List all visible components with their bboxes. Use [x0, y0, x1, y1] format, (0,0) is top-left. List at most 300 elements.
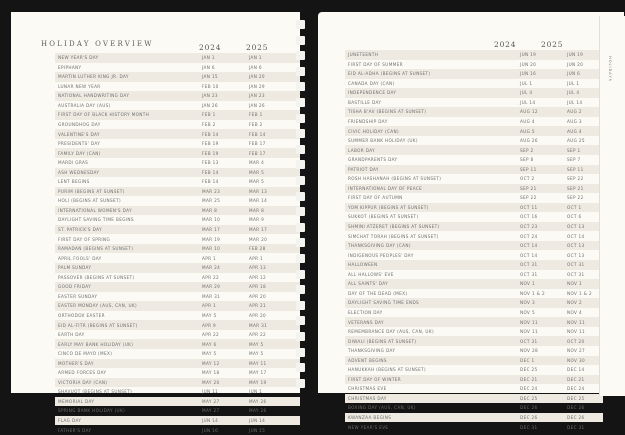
date-2025: OCT 31 — [567, 262, 585, 268]
date-2024: FEB 14 — [202, 131, 219, 137]
table-row — [345, 250, 603, 260]
date-2025: MAR 31 — [249, 322, 268, 328]
date-2024: FEB 19 — [202, 150, 219, 156]
holiday-name: YOM KIPPUR (BEGINS AT SUNSET) — [348, 204, 429, 210]
holiday-name: EID AL-ADHA (BEGINS AT SUNSET) — [348, 71, 431, 77]
date-2025: MAR 20 — [249, 236, 268, 242]
holiday-name: BOXING DAY (AUS, CAN, UK) — [348, 405, 416, 411]
date-2024: SEP 11 — [520, 166, 537, 172]
date-2024: FEB 2 — [202, 122, 216, 128]
holiday-name: EASTER SUNDAY — [58, 293, 98, 299]
date-2025: OCT 6 — [567, 214, 582, 220]
date-2024: SEP 21 — [520, 185, 537, 191]
holiday-name: ORTHODOX EASTER — [58, 312, 105, 318]
holiday-name: SPRING BANK HOLIDAY (UK) — [58, 408, 126, 414]
holiday-name: NEW YEAR'S DAY — [58, 55, 99, 61]
table-row — [55, 63, 300, 73]
date-2025: NOV 27 — [567, 348, 585, 354]
table-row — [55, 120, 300, 130]
date-2025: OCT 1 — [567, 204, 582, 210]
holiday-name: MEMORIAL DAY — [58, 398, 95, 404]
date-2025: JUL 1 — [567, 80, 580, 86]
left-page — [11, 12, 300, 433]
holiday-name: CANADA DAY (CAN) — [348, 80, 395, 86]
date-2024: FEB 14 — [202, 179, 219, 185]
table-row — [55, 387, 300, 397]
date-2025: MAY 5 — [249, 351, 264, 357]
date-2024: JAN 26 — [202, 102, 218, 108]
date-2025: MAY 11 — [249, 360, 267, 366]
holiday-name: MARTIN LUTHER KING JR. DAY — [58, 74, 129, 80]
date-2024: JUN 20 — [520, 61, 537, 67]
date-2024: AUG 12 — [520, 109, 538, 115]
table-row — [345, 50, 603, 60]
date-2025: DEC 26 — [567, 405, 585, 411]
date-2025: AUG 4 — [567, 128, 582, 134]
table-row — [55, 196, 300, 206]
date-2025: AUG 25 — [567, 138, 585, 144]
date-2024: OCT 31 — [520, 338, 538, 344]
date-2025: APR 13 — [249, 265, 267, 271]
holiday-name: CINCO DE MAYO (MEX) — [58, 351, 113, 357]
date-2025: JAN 23 — [249, 93, 265, 99]
date-2025: OCT 14 — [567, 233, 585, 239]
date-2025: FEB 28 — [249, 246, 266, 252]
date-2024: JUN 19 — [520, 52, 537, 58]
holiday-name: FLAG DAY — [58, 417, 82, 423]
date-2025: DEC 31 — [567, 424, 585, 430]
date-2025: JUN 14 — [249, 417, 266, 423]
binder-hole — [296, 316, 305, 325]
binder-hole — [296, 98, 305, 107]
date-2025: JUN 19 — [567, 52, 584, 58]
table-row — [55, 110, 300, 120]
date-2025: AUG 3 — [567, 119, 582, 125]
date-2025: OCT 31 — [567, 271, 585, 277]
table-row — [55, 368, 300, 378]
holiday-name: NEW YEAR'S EVE — [348, 424, 389, 430]
binder-hole — [296, 176, 305, 185]
holiday-name: ELECTION DAY — [348, 309, 383, 315]
table-row — [345, 174, 603, 184]
holiday-name: INTERNATIONAL DAY OF PEACE — [348, 185, 423, 191]
date-2024: AUG 4 — [520, 119, 535, 125]
table-row — [345, 375, 603, 385]
date-2025: OCT 20 — [567, 338, 585, 344]
table-row — [55, 72, 300, 82]
date-2025: AUG 2 — [567, 109, 582, 115]
holiday-name: GRANDPARENTS DAY — [348, 157, 398, 163]
date-2024: MAR 8 — [202, 207, 218, 213]
holiday-name: DIWALI (BEGINS AT SUNSET) — [348, 338, 417, 344]
holiday-name: RAMADAN (BEGINS AT SUNSET) — [58, 246, 134, 252]
date-2024: OCT 14 — [520, 243, 538, 249]
holiday-name: FIRST DAY OF SUMMER — [348, 61, 403, 67]
date-2024: SEP 8 — [520, 157, 534, 163]
table-row — [345, 193, 603, 203]
date-2024: DEC 26 — [520, 414, 538, 420]
date-2024: JUL 4 — [520, 90, 533, 96]
date-2025: MAY 5 — [249, 341, 264, 347]
holiday-name: CHRISTMAS DAY — [348, 395, 387, 401]
binder-hole — [296, 223, 305, 232]
table-row — [55, 101, 300, 111]
date-2024: AUG 26 — [520, 138, 538, 144]
date-2025: JAN 6 — [249, 64, 262, 70]
date-2025: NOV 11 — [567, 319, 585, 325]
date-2025: OCT 13 — [567, 243, 585, 249]
holiday-name: FIRST DAY OF WINTER — [348, 376, 401, 382]
date-2024: APR 9 — [202, 322, 217, 328]
table-row — [345, 126, 603, 136]
date-2024: NOV 5 — [520, 309, 535, 315]
table-row — [55, 282, 300, 292]
holiday-name: APRIL FOOLS' DAY — [58, 255, 102, 261]
date-2025: OCT 13 — [567, 252, 585, 258]
date-2024: DEC 24 — [520, 386, 538, 392]
table-row — [55, 244, 300, 254]
date-2025: MAY 17 — [249, 370, 267, 376]
date-2025: OCT 13 — [567, 224, 585, 230]
table-row — [55, 225, 300, 235]
date-2025: JAN 26 — [249, 102, 265, 108]
date-2024: MAR 10 — [202, 246, 221, 252]
table-row — [345, 184, 603, 194]
date-2025: NOV 4 — [567, 309, 582, 315]
date-2024: MAR 25 — [202, 198, 221, 204]
date-2025: MAR 5 — [249, 179, 265, 185]
holiday-name: HOLI (BEGINS AT SUNSET) — [58, 198, 121, 204]
date-2024: JAN 1 — [202, 55, 215, 61]
holiday-name: FAMILY DAY (CAN) — [58, 150, 101, 156]
table-row — [345, 241, 603, 251]
date-2024: FEB 1 — [202, 112, 216, 118]
date-2024: NOV 11 — [520, 329, 538, 335]
date-2024: JUL 14 — [520, 99, 536, 105]
date-2024: JUL 1 — [520, 80, 533, 86]
holiday-name: SIMCHAT TORAH (BEGINS AT SUNSET) — [348, 233, 439, 239]
date-2025: FEB 1 — [249, 112, 263, 118]
table-row — [55, 82, 300, 92]
year-header-2025: 2025 — [541, 40, 564, 49]
date-2024: DEC 21 — [520, 376, 538, 382]
date-2024: MAY 5 — [202, 312, 217, 318]
date-2024: NOV 28 — [520, 348, 538, 354]
date-2024: SEP 22 — [520, 195, 537, 201]
holiday-name: TISHA B'AV (BEGINS AT SUNSET) — [348, 109, 427, 115]
holiday-name: PURIM (BEGINS AT SUNSET) — [58, 188, 125, 194]
table-row — [55, 263, 300, 273]
table-row — [345, 289, 603, 299]
table-row — [345, 327, 603, 337]
table-row — [345, 145, 603, 155]
table-row — [55, 91, 300, 101]
date-2024: FEB 10 — [202, 83, 219, 89]
holiday-name: INDIGENOUS PEOPLES' DAY — [348, 252, 414, 258]
table-row — [55, 378, 300, 388]
binder-hole — [296, 270, 305, 279]
date-2025: DEC 25 — [567, 395, 585, 401]
date-2024: NOV 1 — [520, 281, 535, 287]
date-2024: DEC 1 — [520, 357, 535, 363]
table-row — [345, 222, 603, 232]
date-2024: OCT 24 — [520, 233, 538, 239]
table-row — [345, 98, 603, 108]
holiday-name: FIRST DAY OF SPRING — [58, 236, 111, 242]
table-row — [345, 356, 603, 366]
holiday-name: EARTH DAY — [58, 332, 85, 338]
binder-hole — [296, 114, 305, 123]
holiday-name: EASTER MONDAY (AUS, CAN, UK) — [58, 303, 137, 309]
binder-hole — [296, 129, 305, 138]
tab-label: HOLIDAYS — [608, 56, 612, 82]
date-2024: APR 22 — [202, 274, 220, 280]
table-row — [55, 253, 300, 263]
date-2024: FEB 14 — [202, 169, 219, 175]
date-2025: SEP 1 — [567, 147, 581, 153]
holiday-name: VETERANS DAY — [348, 319, 384, 325]
date-2025: APR 20 — [249, 312, 267, 318]
holiday-name: NATIONAL HANDWRITING DAY — [58, 93, 130, 99]
table-row — [345, 403, 603, 413]
table-row — [55, 158, 300, 168]
table-row — [345, 260, 603, 270]
date-2025: JUN 6 — [567, 71, 581, 77]
holiday-name: MOTHER'S DAY — [58, 360, 94, 366]
holiday-name: KWANZAA BEGINS — [348, 414, 392, 420]
binder-hole — [296, 160, 305, 169]
date-2025: NOV 1 & 2 — [567, 290, 592, 296]
holiday-name: EARLY MAY BANK HOLIDAY (UK) — [58, 341, 134, 347]
date-2025: JUL 14 — [567, 99, 583, 105]
date-2024: DEC 31 — [520, 424, 538, 430]
date-2024: MAR 17 — [202, 227, 221, 233]
table-row — [55, 416, 300, 426]
binder-hole — [296, 82, 305, 91]
date-2025: MAR 14 — [249, 198, 268, 204]
date-2024: MAR 29 — [202, 284, 221, 290]
date-2025: NOV 11 — [567, 329, 585, 335]
date-2025: NOV 2 — [567, 300, 582, 306]
binder-hole — [296, 348, 305, 357]
holiday-name: AUSTRALIA DAY (AUS) — [58, 102, 111, 108]
table-row — [345, 79, 603, 89]
date-2024: MAR 23 — [202, 188, 221, 194]
date-2024: OCT 23 — [520, 224, 538, 230]
date-2024: JAN 6 — [202, 64, 215, 70]
holiday-name: FRIENDSHIP DAY — [348, 119, 388, 125]
date-2025: MAY 26 — [249, 408, 267, 414]
holiday-name: ST. PATRICK'S DAY — [58, 227, 102, 233]
holiday-name: BASTILLE DAY — [348, 99, 382, 105]
table-row — [55, 215, 300, 225]
table-row — [345, 413, 603, 423]
date-2025: NOV 1 — [567, 281, 582, 287]
holiday-name: FIRST DAY OF AUTUMN — [348, 195, 403, 201]
date-2025: NOV 30 — [567, 357, 585, 363]
holiday-name: ARMED FORCES DAY — [58, 370, 107, 376]
date-2025: MAY 26 — [249, 398, 267, 404]
date-2025: DEC 24 — [567, 386, 585, 392]
binder-hole — [296, 332, 305, 341]
table-row — [345, 165, 603, 175]
table-row — [345, 422, 603, 432]
date-2024: NOV 1 & 2 — [520, 290, 545, 296]
table-row — [55, 206, 300, 216]
date-2025: SEP 7 — [567, 157, 581, 163]
date-2024: DEC 26 — [520, 405, 538, 411]
date-2024: OCT 31 — [520, 271, 538, 277]
table-row — [55, 349, 300, 359]
binder-hole — [296, 207, 305, 216]
table-row — [345, 107, 603, 117]
table-row — [55, 320, 300, 330]
holiday-name: DAYLIGHT SAVING TIME ENDS — [348, 300, 420, 306]
year-header-2024: 2024 — [494, 40, 517, 49]
table-row — [345, 346, 603, 356]
date-2024: JAN 23 — [202, 93, 218, 99]
date-2025: FEB 17 — [249, 141, 266, 147]
date-2024: MAR 10 — [202, 217, 221, 223]
binder-hole — [296, 192, 305, 201]
holiday-name: LENT BEGINS — [58, 179, 90, 185]
holiday-name: ROSH HASHANAH (BEGINS AT SUNSET) — [348, 176, 442, 182]
holiday-name: GROUNDHOG DAY — [58, 122, 101, 128]
holiday-name: INTERNATIONAL WOMEN'S DAY — [58, 207, 132, 213]
date-2025: APR 18 — [249, 284, 267, 290]
date-2024: MAR 31 — [202, 293, 221, 299]
table-row — [345, 279, 603, 289]
binder-hole — [296, 36, 305, 45]
holiday-name: INDEPENDENCE DAY — [348, 90, 397, 96]
table-row — [55, 406, 300, 416]
year-header-2025: 2025 — [246, 43, 269, 52]
holiday-name: HALLOWEEN — [348, 262, 378, 268]
table-row — [55, 292, 300, 302]
date-2024: MAY 6 — [202, 341, 217, 347]
date-2024: NOV 3 — [520, 300, 535, 306]
table-row — [345, 155, 603, 165]
holiday-name: JUNETEENTH — [348, 52, 379, 58]
table-row — [345, 298, 603, 308]
holiday-name: DAY OF THE DEAD (MEX) — [348, 290, 408, 296]
date-2024: MAR 24 — [202, 265, 221, 271]
date-2025: SEP 22 — [567, 176, 584, 182]
table-row — [55, 330, 300, 340]
table-row — [55, 273, 300, 283]
holiday-name: LUNAR NEW YEAR — [58, 83, 101, 89]
holiday-name: VALENTINE'S DAY — [58, 131, 100, 137]
holiday-name: VICTORIA DAY (CAN) — [58, 379, 108, 385]
date-2024: FEB 13 — [202, 160, 219, 166]
table-row — [345, 203, 603, 213]
holiday-name: HANUKKAH (BEGINS AT SUNSET) — [348, 367, 426, 373]
table-row — [345, 88, 603, 98]
date-2025: FEB 17 — [249, 150, 266, 156]
date-2025: JUL 4 — [567, 90, 580, 96]
binder-hole — [296, 254, 305, 263]
holiday-name: THANKSGIVING DAY (CAN) — [348, 243, 411, 249]
date-2024: MAR 19 — [202, 236, 221, 242]
holiday-name: THANKSGIVING DAY — [348, 348, 396, 354]
holiday-name: EID AL-FITR (BEGINS AT SUNSET) — [58, 322, 138, 328]
date-2024: OCT 31 — [520, 262, 538, 268]
date-2025: SEP 22 — [567, 195, 584, 201]
holiday-name: CHRISTMAS EVE — [348, 386, 387, 392]
date-2024: MAY 12 — [202, 360, 220, 366]
table-row — [55, 359, 300, 369]
table-row — [345, 60, 603, 70]
holiday-name: SUMMER BANK HOLIDAY (UK) — [348, 138, 418, 144]
date-2024: FEB 19 — [202, 141, 219, 147]
section-tab[interactable] — [599, 16, 625, 396]
table-row — [55, 301, 300, 311]
holiday-name: PASSOVER (BEGINS AT SUNSET) — [58, 274, 135, 280]
date-2024: DEC 25 — [520, 367, 538, 373]
table-row — [55, 177, 300, 187]
date-2025: JUN 15 — [249, 427, 266, 433]
table-row — [55, 234, 300, 244]
date-2025: MAR 8 — [249, 207, 265, 213]
holiday-name: REMEMBRANCE DAY (AUS, CAN, UK) — [348, 329, 434, 335]
table-row — [55, 397, 300, 407]
date-2024: APR 1 — [202, 303, 217, 309]
table-row — [345, 212, 603, 222]
date-2024: OCT 16 — [520, 214, 538, 220]
holiday-name: FATHER'S DAY — [58, 427, 92, 433]
binder-hole — [296, 51, 305, 60]
binder-hole — [296, 20, 305, 29]
date-2025: APR 22 — [249, 332, 267, 338]
table-row — [55, 187, 300, 197]
date-2024: JUN 14 — [202, 417, 219, 423]
table-row — [345, 231, 603, 241]
holiday-name: PRESIDENTS' DAY — [58, 141, 101, 147]
holiday-name: FIRST DAY OF BLACK HISTORY MONTH — [58, 112, 150, 118]
binder-hole — [296, 363, 305, 372]
holiday-table-right — [345, 50, 603, 432]
table-row — [55, 311, 300, 321]
date-2024: OCT 2 — [520, 176, 535, 182]
table-row — [55, 339, 300, 349]
date-2025: FEB 2 — [249, 122, 263, 128]
binder-hole — [296, 145, 305, 154]
date-2025: DEC 14 — [567, 367, 585, 373]
holiday-name: EPIPHANY — [58, 64, 82, 70]
date-2025: JAN 20 — [249, 74, 265, 80]
binder-hole — [296, 285, 305, 294]
binder-hole — [296, 301, 305, 310]
holiday-table-left — [55, 53, 300, 435]
table-row — [345, 336, 603, 346]
holiday-name: ASH WEDNESDAY — [58, 169, 100, 175]
holiday-name: LABOR DAY — [348, 147, 376, 153]
date-2024: MAY 27 — [202, 398, 220, 404]
holiday-name: ADVENT BEGINS — [348, 357, 387, 363]
table-row — [55, 168, 300, 178]
date-2024: MAY 18 — [202, 370, 220, 376]
binder-hole — [296, 67, 305, 76]
date-2025: APR 21 — [249, 303, 267, 309]
date-2025: APR 20 — [249, 293, 267, 299]
table-row — [345, 365, 603, 375]
date-2025: MAR 4 — [249, 160, 265, 166]
date-2025: MAR 13 — [249, 188, 268, 194]
date-2024: OCT 14 — [520, 252, 538, 258]
holiday-name: DAYLIGHT SAVING TIME BEGINS — [58, 217, 134, 223]
date-2025: DEC 21 — [567, 376, 585, 382]
binder-hole — [296, 379, 305, 388]
